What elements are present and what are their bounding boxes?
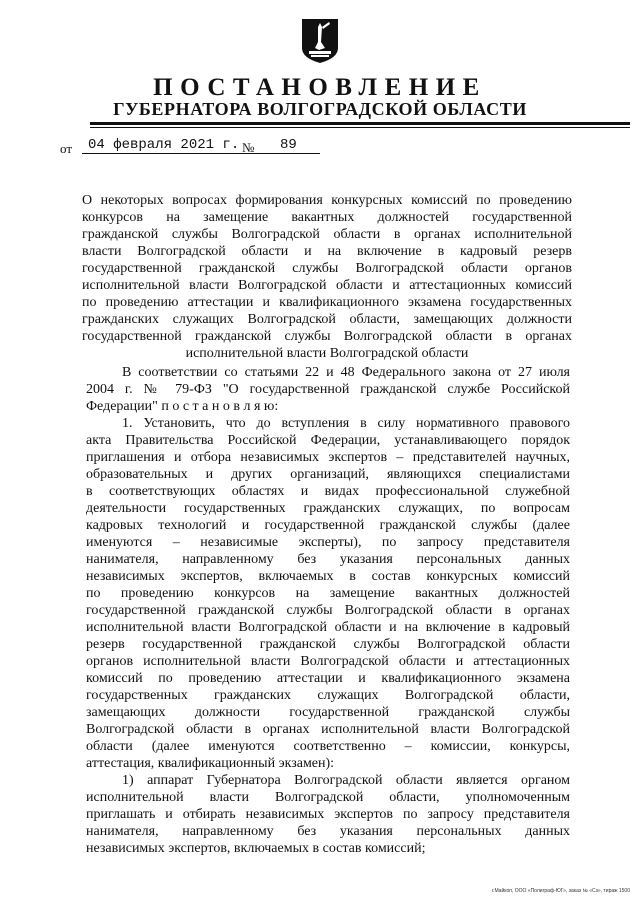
body-line: государственных гражданских служащих Волгоградской области, (86, 688, 570, 703)
print-footer: г.Майкоп, ООО «Полиграф-ЮГ», заказ № «Сз», тираж 1500 (491, 888, 630, 894)
body-line: деятельности государственных гражданских служащих, по вопросам (86, 501, 570, 516)
body-line: приглашать и отбирать независимых экспертов по запросу представителя (86, 807, 570, 822)
body-line: аттестация, квалификационный экзамен): (86, 756, 335, 771)
body-line: исполнительной власти Волгоградской области и на включение в кадровый (86, 620, 570, 635)
subject-line: по проведению аттестации и квалификационного экзамена государственных (82, 295, 572, 310)
document-number: 89 (262, 137, 320, 154)
body-line: независимых экспертов, включаемых в состав комиссий; (86, 841, 426, 856)
body-line: органов исполнительной власти Волгоградской области и аттестационных (86, 654, 570, 669)
body-line: 1) аппарат Губернатора Волгоградской области является органом (122, 773, 570, 788)
body-line: нанимателя, направленному без указания персональных данных (86, 824, 570, 839)
subject-line: гражданских служащих Волгоградской области, замещающих должности (82, 312, 572, 327)
body-line: 2004 г. № 79-ФЗ "О государственной гражданской службе Российской (86, 382, 570, 397)
body-line: именуются – независимые эксперты), по запросу представителя (86, 535, 570, 550)
number-sign: № (242, 140, 255, 155)
subject-line: О некоторых вопросах формирования конкурсных комиссий по проведению (82, 193, 572, 208)
body-line: кадровых технологий и государственной гражданской службы (далее (86, 518, 570, 533)
body-line: по проведению конкурсов на замещение вакантных должностей (86, 586, 570, 601)
body-line: области (далее именуются соответственно – комиссии, конкурсы, (86, 739, 570, 754)
body-line: В соответствии со статьями 22 и 48 Федерального закона от 27 июля (122, 365, 570, 380)
subject-line: исполнительной власти Волгоградской области и аттестационных комиссий (82, 278, 572, 293)
body-line: резерв государственной гражданской службы Волгоградской области (86, 637, 570, 652)
body-line: государственной гражданской службы Волгоградской области в органах (86, 603, 570, 618)
subject-line: государственной гражданской службы Волгоградской области в органах (82, 329, 572, 344)
document-date: 04 февраля 2021 г. (82, 137, 282, 154)
body-line: комиссий по проведению аттестации и квалификационного экзамена (86, 671, 570, 686)
subject-line: гражданской службы Волгоградской области в органах исполнительной (82, 227, 572, 242)
coat-of-arms-icon (301, 18, 339, 64)
document-number-line (60, 137, 360, 157)
header-rule-thin (90, 127, 630, 128)
header-rule-thick (90, 122, 630, 125)
document-subtitle: ГУБЕРНАТОРА ВОЛГОГРАДСКОЙ ОБЛАСТИ (113, 99, 527, 119)
document-title: ПОСТАНОВЛЕНИЕ (153, 74, 487, 101)
body-line: образовательных и других организаций, являющихся специалистами (86, 467, 570, 482)
subject-line: государственной гражданской службы Волгоградской области органов (82, 261, 572, 276)
subject-line: власти Волгоградской области и на включение в кадровый резерв (82, 244, 572, 259)
body-line: в соответствующих областях и видах профессиональной служебной (86, 484, 570, 499)
body-line: замещающих должности государственной гражданской службы (86, 705, 570, 720)
subject-line: исполнительной власти Волгоградской области (185, 346, 469, 361)
body-line: нанимателя, направленному без указания персональных данных (86, 552, 570, 567)
subject-line: конкурсов на замещение вакантных должностей государственной (82, 210, 572, 225)
date-prefix: от (60, 141, 73, 156)
body-line: приглашения и отбора независимых экспертов – представителей научных, (86, 450, 570, 465)
body-line: 1. Установить, что до вступления в силу нормативного правового (122, 416, 570, 431)
body-line: акта Правительства Российской Федерации, устанавливающего порядок (86, 433, 570, 448)
body-line: независимых экспертов, включаемых в состав конкурсных комиссий (86, 569, 570, 584)
body-line: исполнительной власти Волгоградской области, уполномоченным (86, 790, 570, 805)
body-line: Волгоградской области в органах исполнительной власти Волгоградской (86, 722, 570, 737)
body-line: Федерации" п о с т а н о в л я ю: (86, 399, 279, 414)
